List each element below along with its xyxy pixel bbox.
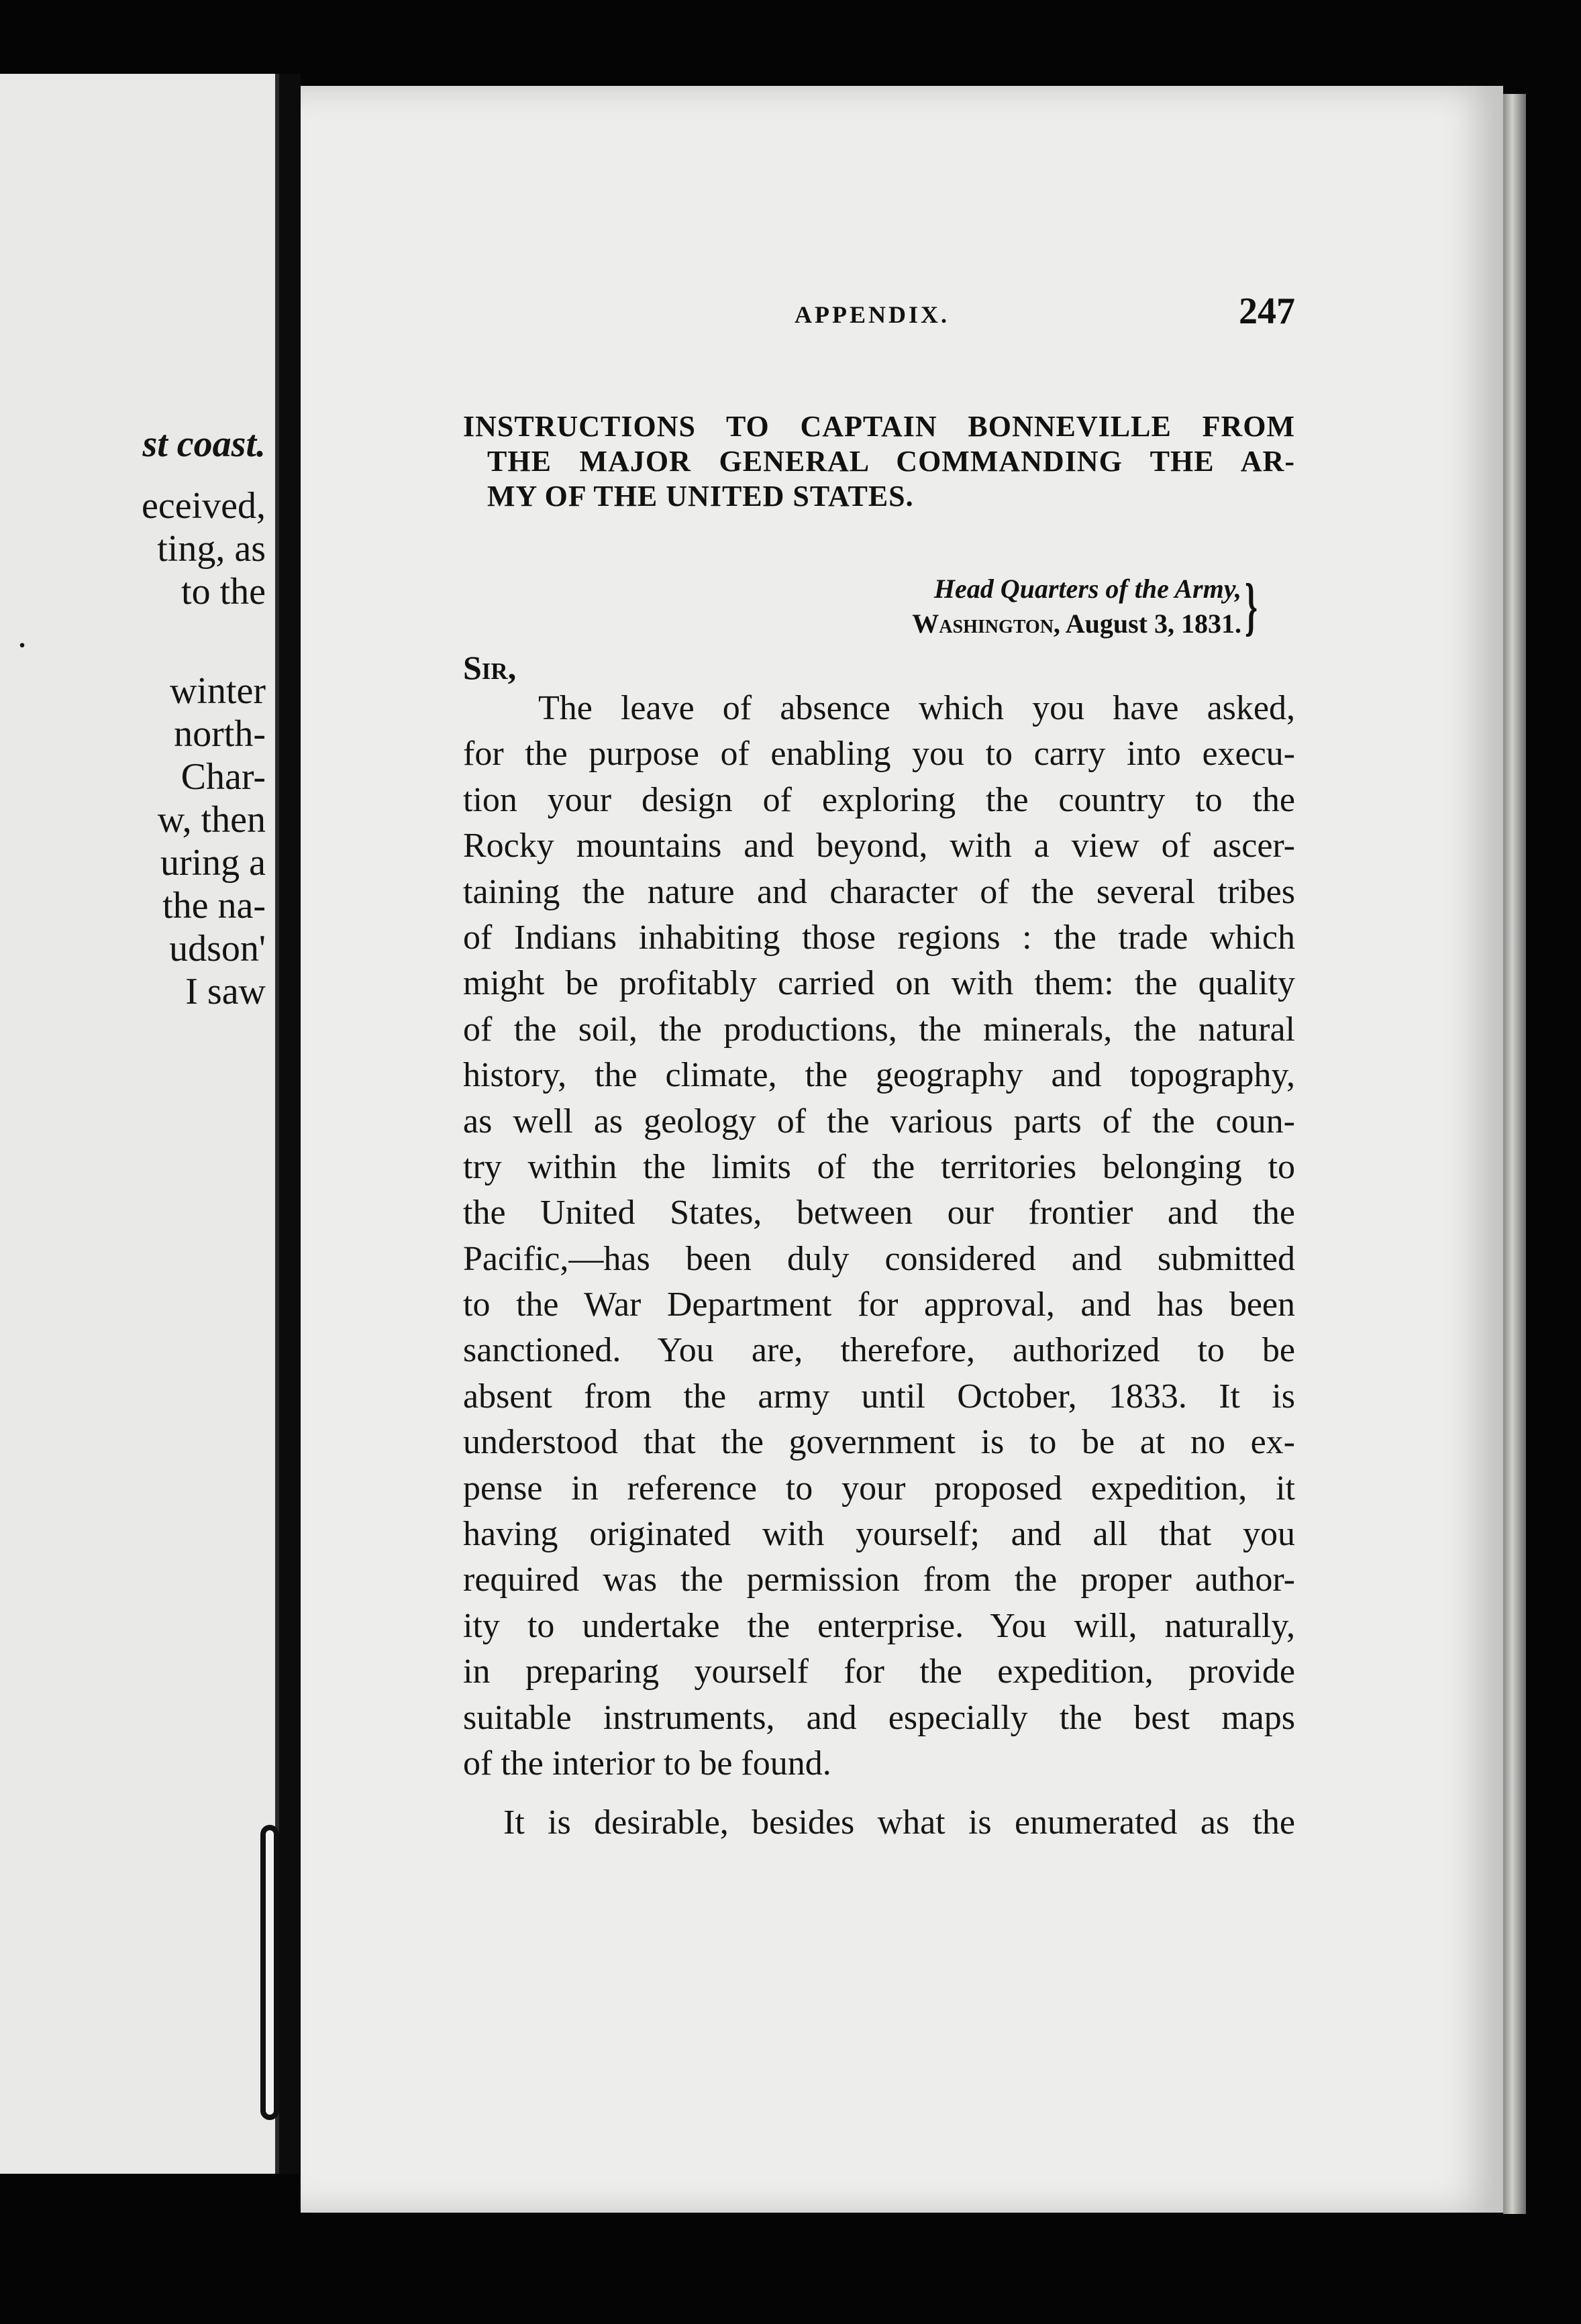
body-line: ity to undertake the enterprise. You will, naturally, — [463, 1606, 1295, 1645]
body-line: of Indians inhabiting those regions : the trade which — [463, 918, 1295, 957]
facing-page-line: uring a — [160, 842, 266, 884]
facing-page-line: ting, as — [157, 528, 266, 570]
salutation: Sir, — [463, 649, 517, 686]
body-line: understood that the government is to be at no ex- — [463, 1423, 1295, 1462]
body-line: try within the limits of the territories belonging to — [463, 1147, 1295, 1186]
dateline-day: August 3, 1831. — [1065, 609, 1241, 639]
facing-page-line: to the — [181, 571, 266, 613]
body-line: required was the permission from the proper author- — [463, 1561, 1295, 1599]
page-edge — [1503, 94, 1526, 2214]
body-line: the United States, between our frontier and the — [463, 1194, 1295, 1232]
body-line: It is desirable, besides what is enumerated as the — [503, 1803, 1295, 1842]
body-line: sanctioned. You are, therefore, authorized to be — [463, 1331, 1295, 1370]
body-line: tion your design of exploring the country to the — [463, 780, 1295, 819]
body-line: for the purpose of enabling you to carry into execu- — [463, 735, 1295, 774]
title-line: MY OF THE UNITED STATES. — [487, 480, 914, 513]
body-line: absent from the army until October, 1833. It is — [463, 1377, 1295, 1416]
dateline-place: Head Quarters of the Army, — [933, 574, 1241, 604]
body-line: in preparing yourself for the expedition, provide — [463, 1652, 1295, 1691]
body-line: suitable instruments, and especially the best maps — [463, 1698, 1295, 1737]
facing-page-line: . — [17, 614, 27, 655]
body-line: might be profitably carried on with them: the quality — [463, 964, 1295, 1003]
book-gutter — [279, 74, 301, 2174]
title-line: INSTRUCTIONS TO CAPTAIN BONNEVILLE FROM — [463, 410, 1295, 443]
title-line: THE MAJOR GENERAL COMMANDING THE AR- — [487, 445, 1295, 478]
section-title — [463, 409, 1295, 514]
facing-page-line: st coast. — [142, 423, 266, 465]
facing-page-line: udson' — [169, 928, 266, 969]
body-line: to the War Department for approval, and has been — [463, 1285, 1295, 1324]
facing-page-line: w, then — [157, 799, 266, 841]
facing-page-line: winter — [169, 670, 266, 712]
page-number: 247 — [1239, 290, 1295, 332]
body-line: of the interior to be found. — [463, 1744, 831, 1783]
letter-body — [463, 686, 1295, 1846]
body-line: Pacific,—has been duly considered and submitted — [463, 1239, 1295, 1278]
facing-page-line: I saw — [185, 971, 266, 1012]
body-line: of the soil, the productions, the minerals, the natural — [463, 1010, 1295, 1049]
paragraph-gap — [463, 1787, 1295, 1800]
brace-glyph: } — [1245, 570, 1258, 642]
page-header — [463, 290, 1295, 337]
body-line: Rocky mountains and beyond, with a view of ascer- — [463, 827, 1295, 865]
dateline-date — [772, 606, 1241, 641]
dateline-city: Washington, — [912, 609, 1060, 639]
facing-page-line: eceived, — [142, 485, 266, 527]
body-line: having originated with yourself; and all that you — [463, 1515, 1295, 1554]
facing-page-line: north- — [174, 713, 266, 755]
letter-dateline — [772, 572, 1241, 641]
facing-page-fragment — [0, 74, 279, 2174]
facing-page-line: the na- — [162, 885, 266, 927]
binding-clip — [260, 1825, 279, 2120]
facing-page-line: Char- — [181, 756, 266, 798]
body-line: The leave of absence which you have asked, — [538, 689, 1295, 727]
body-line: history, the climate, the geography and topography, — [463, 1056, 1295, 1095]
body-line: pense in reference to your proposed expedition, it — [463, 1469, 1295, 1508]
body-line: as well as geology of the various parts of the coun- — [463, 1102, 1295, 1141]
running-head: APPENDIX. — [795, 301, 950, 328]
body-line: taining the nature and character of the several tribes — [463, 872, 1295, 911]
